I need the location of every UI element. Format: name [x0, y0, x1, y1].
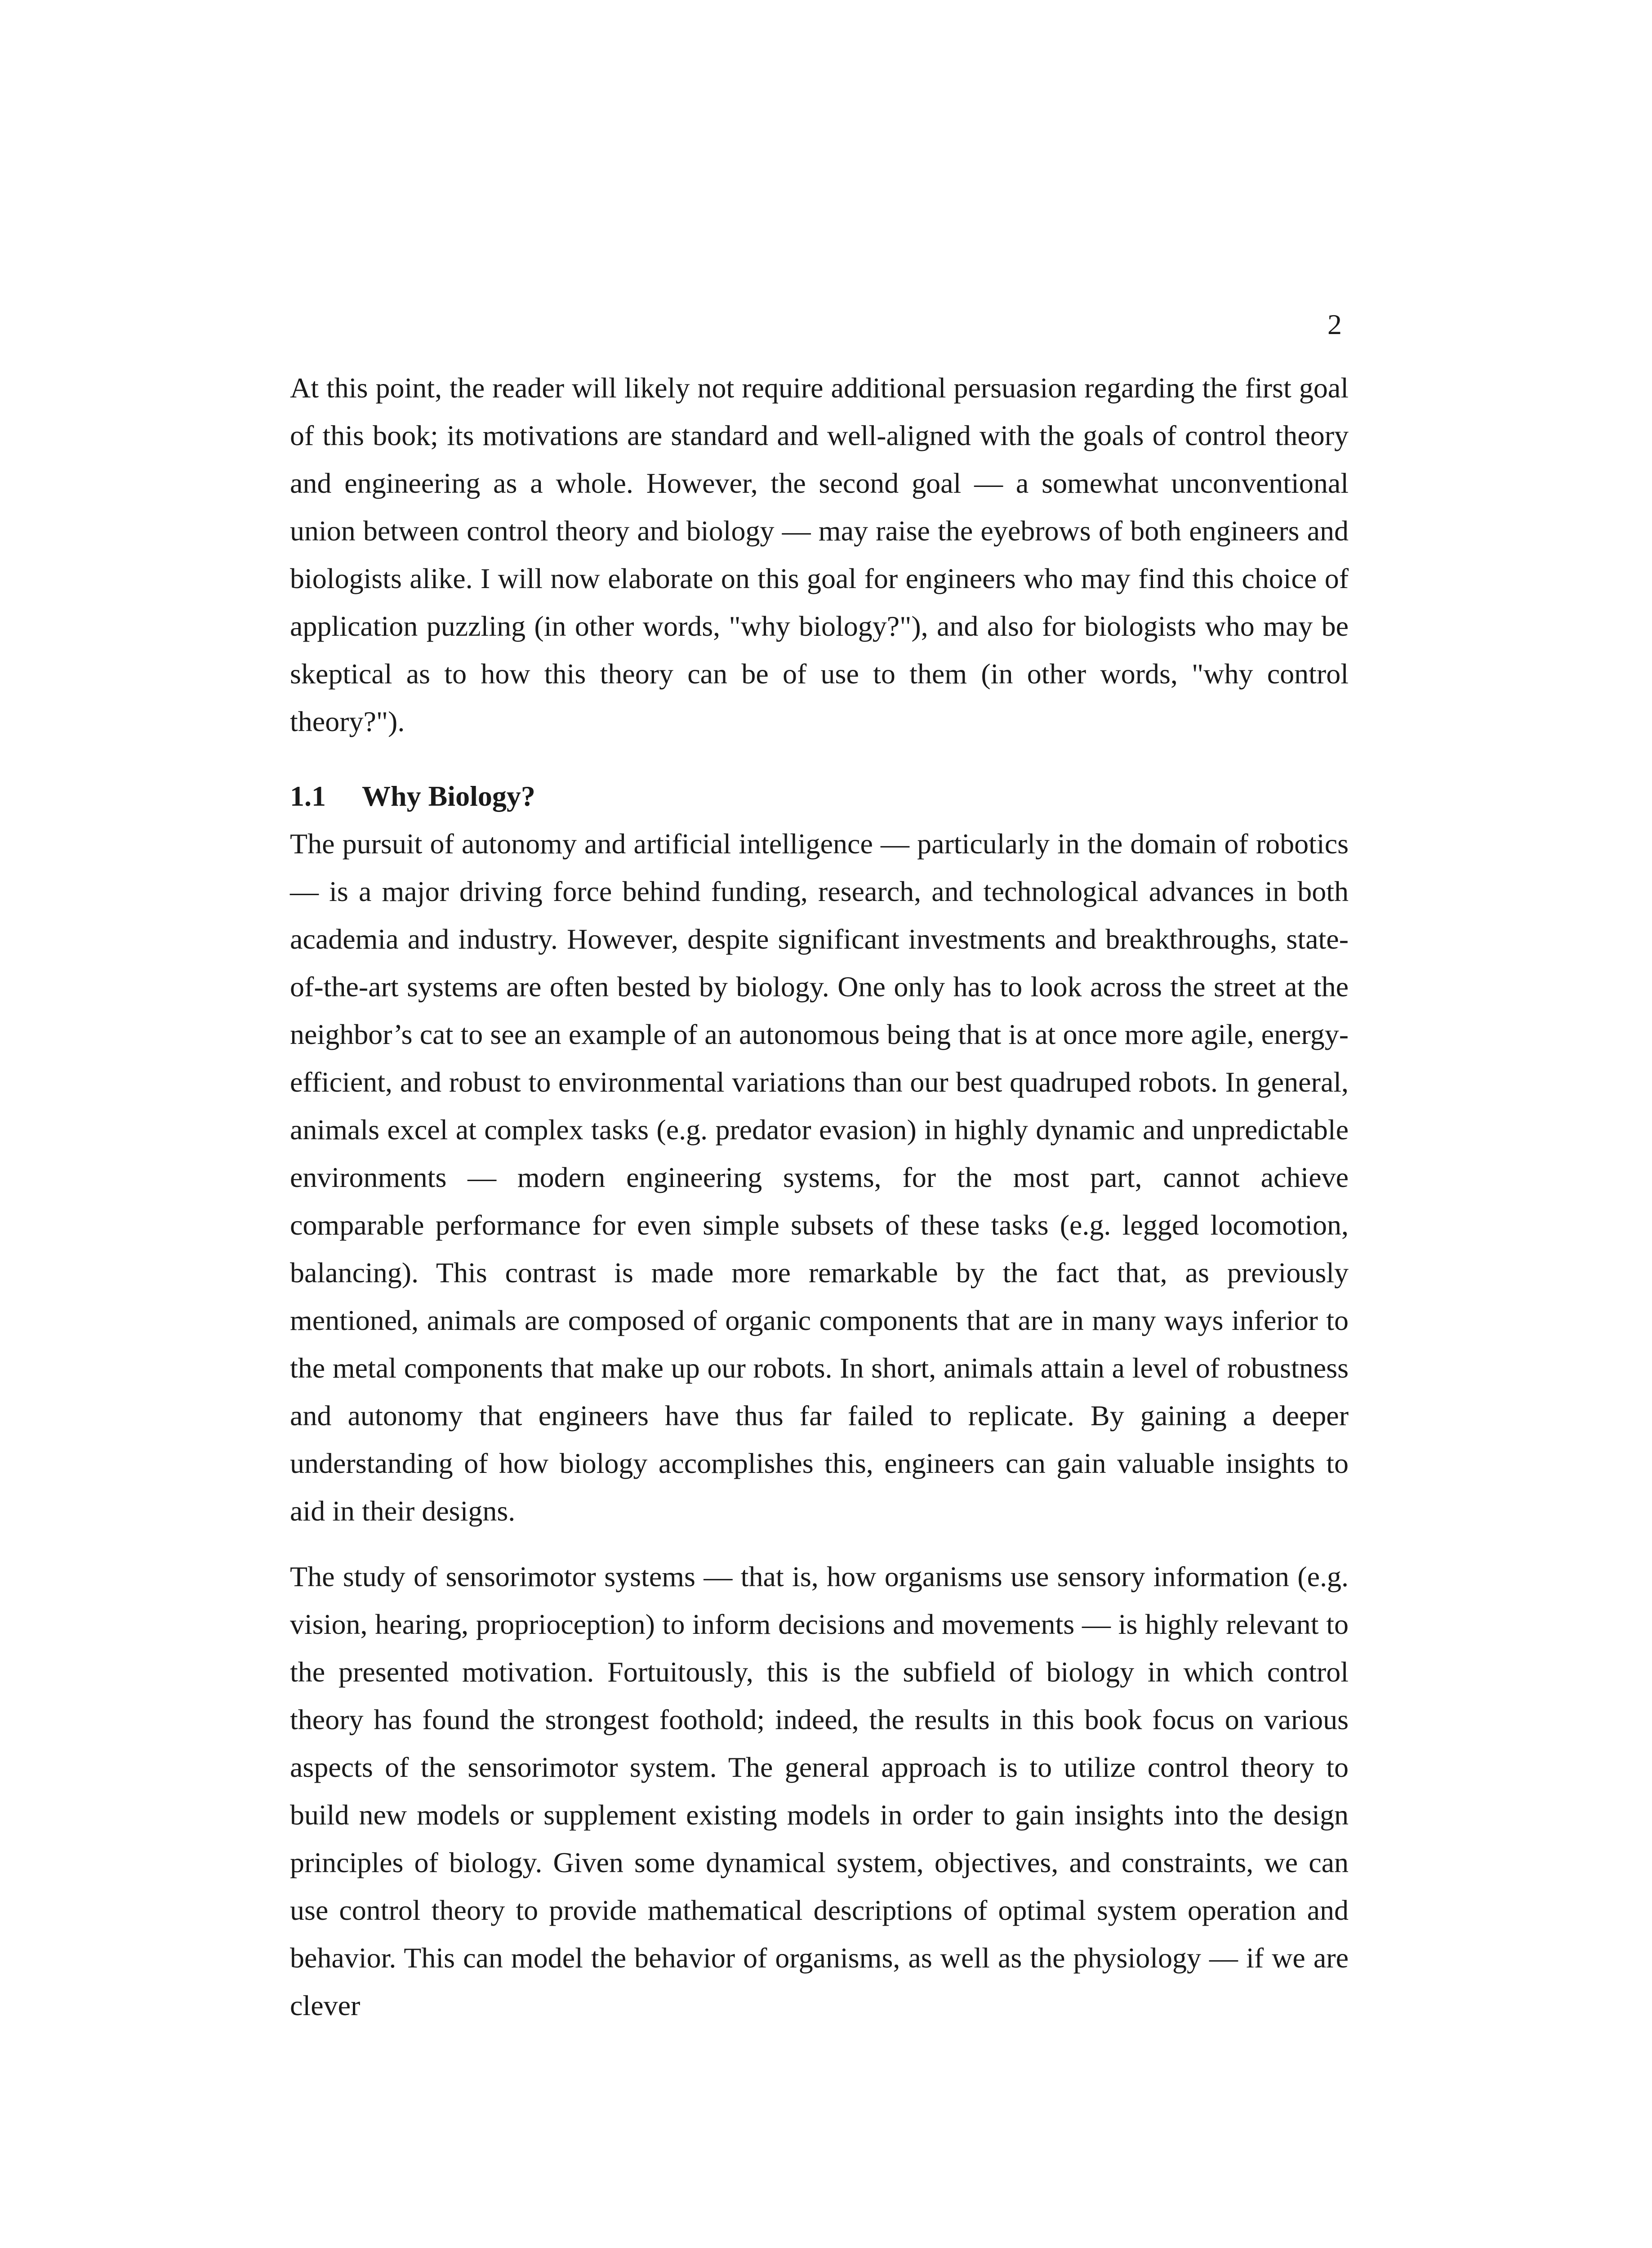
section-number: 1.1 — [290, 780, 326, 812]
page-number: 2 — [1327, 308, 1342, 340]
section-heading — [290, 772, 1349, 820]
paragraph-intro: At this point, the reader will likely not require additional persuasion regarding the first goal of this book; its motivations are standard and well-aligned with the goals of control theory and engineering as a whole. However, the second goal — a somewhat unconventional union between control theory and biology — may raise the eyebrows of both engineers and biologists alike. I will now elaborate on this goal for engineers who may find this choice of application puzzling (in other words, "why biology?"), and also for biologists who may be skeptical as to how this theory can be of use to them (in other words, "why control theory?"). — [290, 372, 1349, 737]
paragraph-why-biology: The pursuit of autonomy and artificial intelligence — particularly in the domain of robotics — is a major driving force behind funding, research, and technological advances in both academia and industry. However, despite significant investments and breakthroughs, state-of-the-art systems are often bested by biology. One only has to look across the street at the neighbor’s cat to see an example of an autonomous being that is at once more agile, energy-efficient, and robust to environmental variations than our best quadruped robots. In general, animals excel at complex tasks (e.g. predator evasion) in highly dynamic and unpredictable environments — modern engineering systems, for the most part, cannot achieve comparable performance for even simple subsets of these tasks (e.g. legged locomotion, balancing). This contrast is made more remarkable by the fact that, as previously mentioned, animals are composed of organic components that are in many ways inferior to the metal components that make up our robots. In short, animals attain a level of robustness and autonomy that engineers have thus far failed to replicate. By gaining a deeper understanding of how biology accomplishes this, engineers can gain valuable insights to aid in their designs. — [290, 828, 1349, 1527]
section-title: Why Biology? — [362, 780, 535, 812]
paragraph-sensorimotor: The study of sensorimotor systems — that is, how organisms use sensory information (e.g. vision, hearing, proprioception) to inform decisions and movements — is highly relevant to the presented motivation. Fortuitously, this is the subfield of biology in which control theory has found the strongest foothold; indeed, the results in this book focus on various aspects of the sensorimotor system. The general approach is to utilize control theory to build new models or supplement existing models in order to gain insights into the design principles of biology. Given some dynamical system, objectives, and constraints, we can use control theory to provide mathematical descriptions of optimal system operation and behavior. This can model the behavior of organisms, as well as the physiology — if we are clever — [290, 1561, 1349, 2021]
body-text — [290, 364, 1349, 2029]
